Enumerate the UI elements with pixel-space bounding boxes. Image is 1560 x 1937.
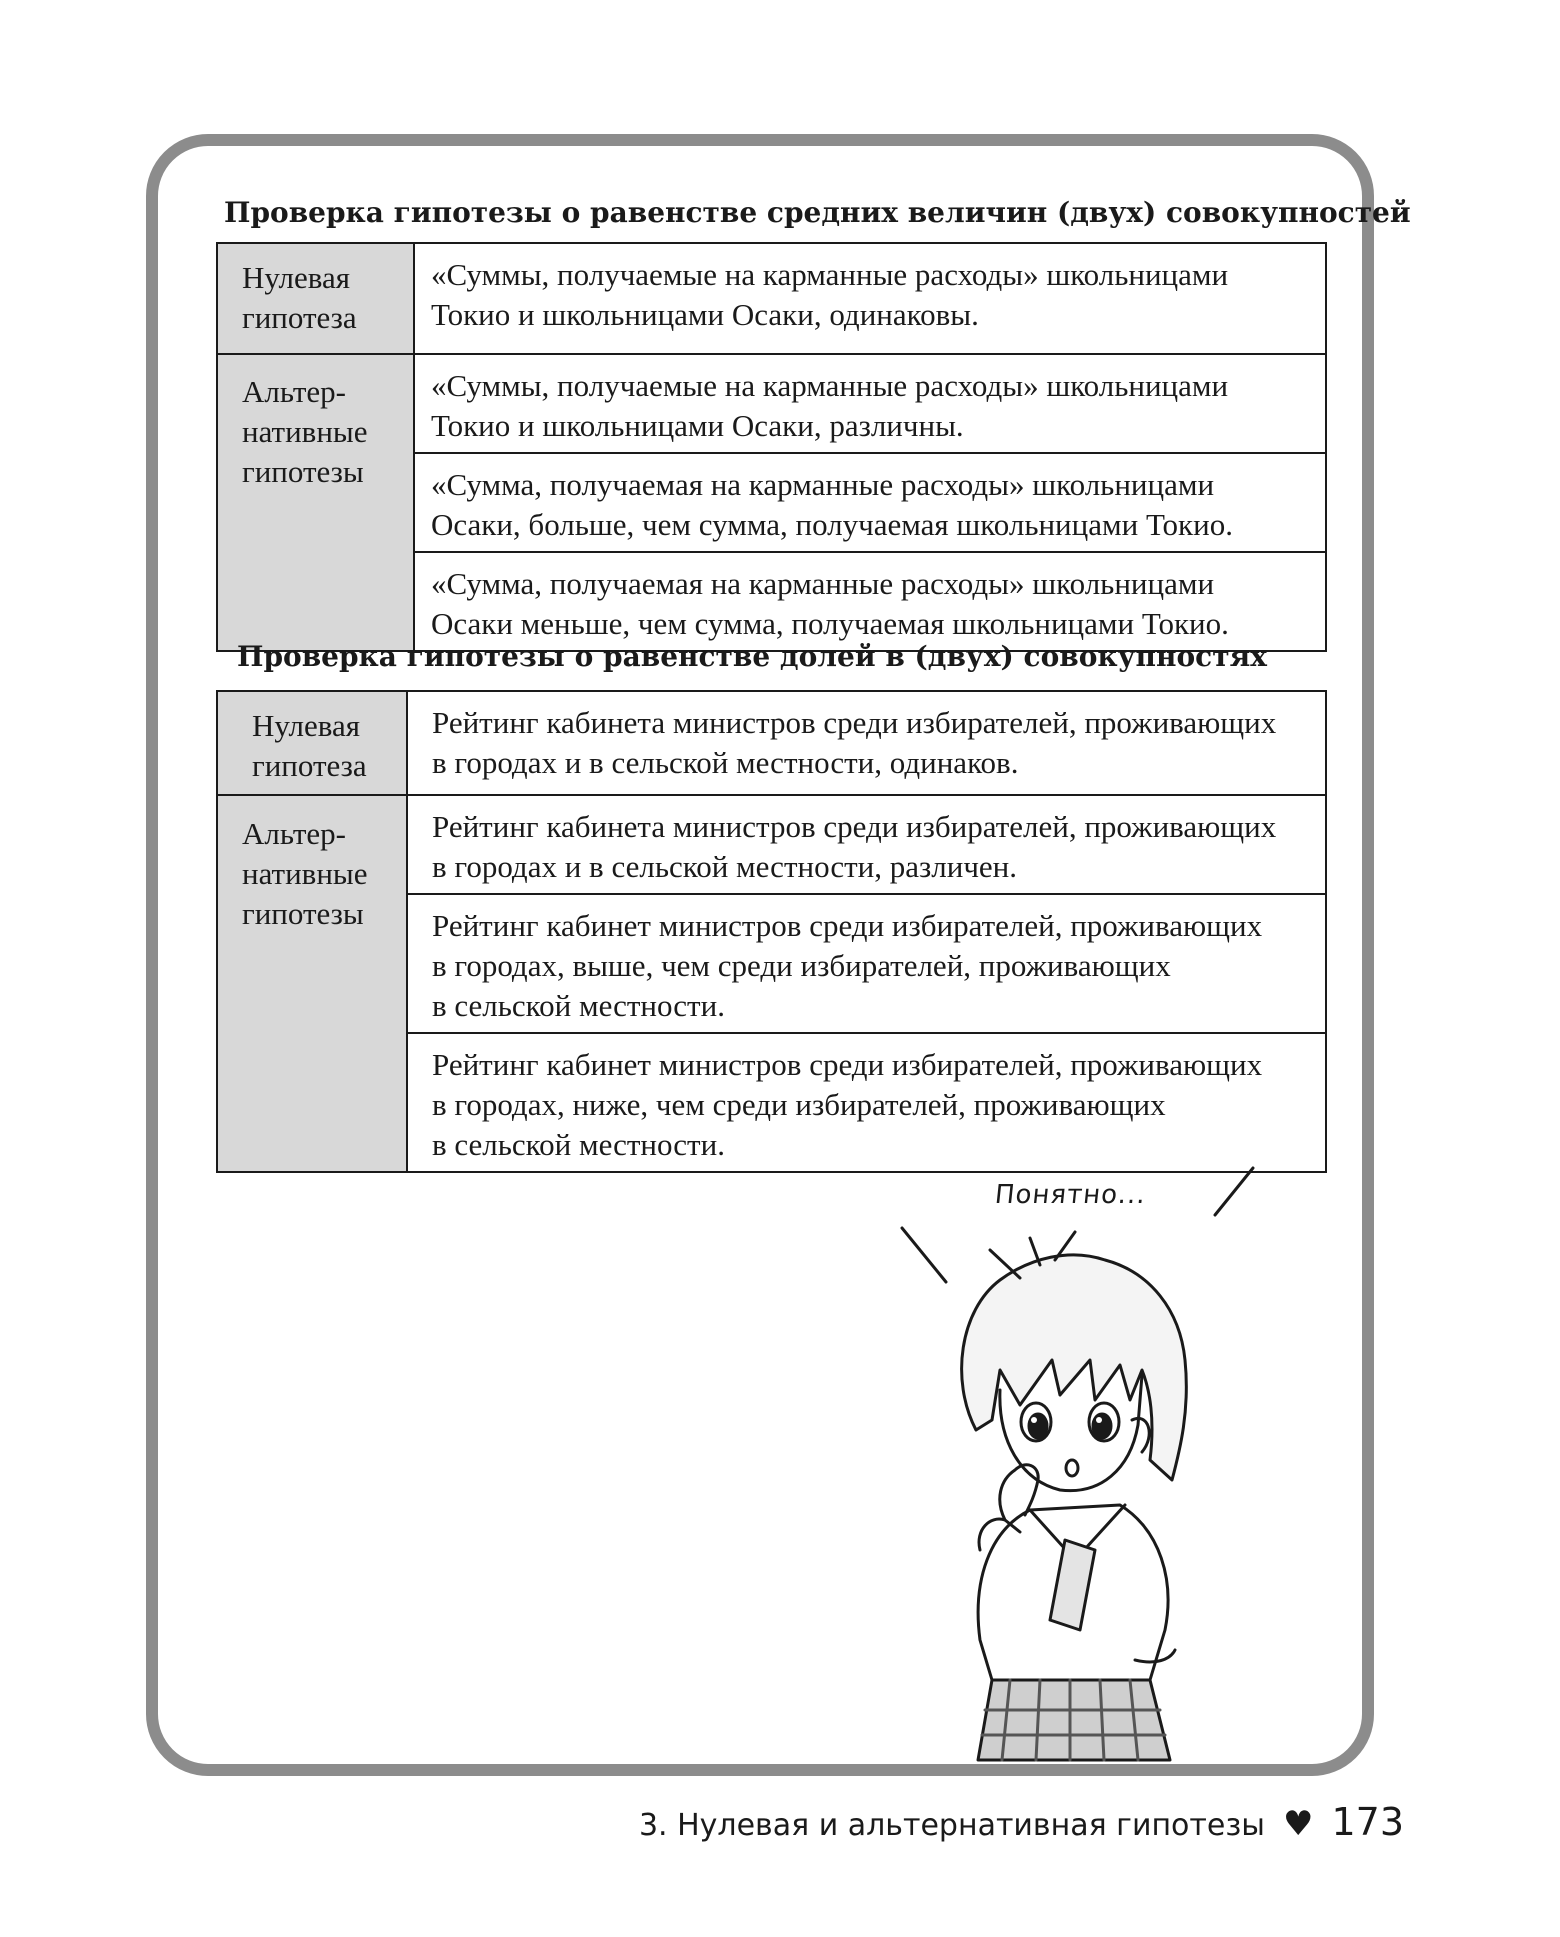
alt-hypothesis-cell <box>407 795 1326 894</box>
section2-heading: Проверка гипотезы о равенстве долей в (двух) совокупностях <box>237 640 1267 673</box>
null-hypothesis-cell <box>414 243 1326 354</box>
alt-hypotheses-label-cell <box>217 795 407 1172</box>
null-hypothesis-text: Рейтинг кабинета министров среди избирателей, проживающих в городах и в сельской местности, одинаков. <box>432 705 1277 780</box>
null-hypothesis-label: Нулевая гипотеза <box>242 260 357 335</box>
alt-hypothesis-text: «Сумма, получаемая на карманные расходы» школьницами Осаки меньше, чем сумма, получаемая школьницами Токио. <box>431 566 1229 641</box>
null-hypothesis-label-cell <box>217 243 414 354</box>
heart-icon: ♥ <box>1282 1804 1314 1844</box>
surprise-line <box>902 1228 946 1282</box>
alt-hypothesis-cell <box>414 453 1326 552</box>
section1-heading: Проверка гипотезы о равенстве средних величин (двух) совокупностей <box>224 196 1411 229</box>
alt-hypotheses-label: Альтер- нативные гипотезы <box>242 816 368 931</box>
null-hypothesis-cell <box>407 691 1326 795</box>
chapter-title: 3. Нулевая и альтернативная гипотезы <box>638 1808 1265 1843</box>
table-row <box>217 691 1326 795</box>
alt-hypothesis-text: Рейтинг кабинет министров среди избирателей, проживающих в городах, выше, чем среди избирателей, проживающих в сельской местности. <box>432 908 1263 1023</box>
alt-hypothesis-cell <box>407 1033 1326 1172</box>
null-hypothesis-label-cell <box>217 691 407 795</box>
alt-hypotheses-label-cell <box>217 354 414 651</box>
null-hypothesis-label: Нулевая гипотеза <box>252 708 367 783</box>
alt-hypothesis-text: Рейтинг кабинета министров среди избирателей, проживающих в городах и в сельской местности, различен. <box>432 809 1277 884</box>
means-hypothesis-table <box>216 242 1327 652</box>
speech-text: Понятно... <box>993 1180 1148 1210</box>
page-footer <box>639 1800 1404 1844</box>
table-row <box>217 243 1326 354</box>
alt-hypothesis-text: Рейтинг кабинет министров среди избирателей, проживающих в городах, ниже, чем среди избирателей, проживающих в сельской местности. <box>432 1047 1263 1162</box>
page-number: 173 <box>1331 1800 1404 1844</box>
surprise-line <box>1215 1168 1253 1215</box>
alt-hypothesis-text: «Сумма, получаемая на карманные расходы» школьницами Осаки, больше, чем сумма, получаемая школьницами Токио. <box>431 467 1233 542</box>
alt-hypothesis-cell <box>414 354 1326 453</box>
null-hypothesis-text: «Суммы, получаемые на карманные расходы» школьницами Токио и школьницами Осаки, одинаковы. <box>431 257 1229 332</box>
table-row <box>217 795 1326 894</box>
alt-hypothesis-cell <box>414 552 1326 651</box>
alt-hypotheses-label: Альтер- нативные гипотезы <box>242 374 368 489</box>
proportions-hypothesis-table <box>216 690 1327 1173</box>
alt-hypothesis-text: «Суммы, получаемые на карманные расходы» школьницами Токио и школьницами Осаки, различны. <box>431 368 1229 443</box>
schoolgirl-illustration <box>880 1160 1260 1770</box>
alt-hypothesis-cell <box>407 894 1326 1033</box>
table-row <box>217 354 1326 453</box>
